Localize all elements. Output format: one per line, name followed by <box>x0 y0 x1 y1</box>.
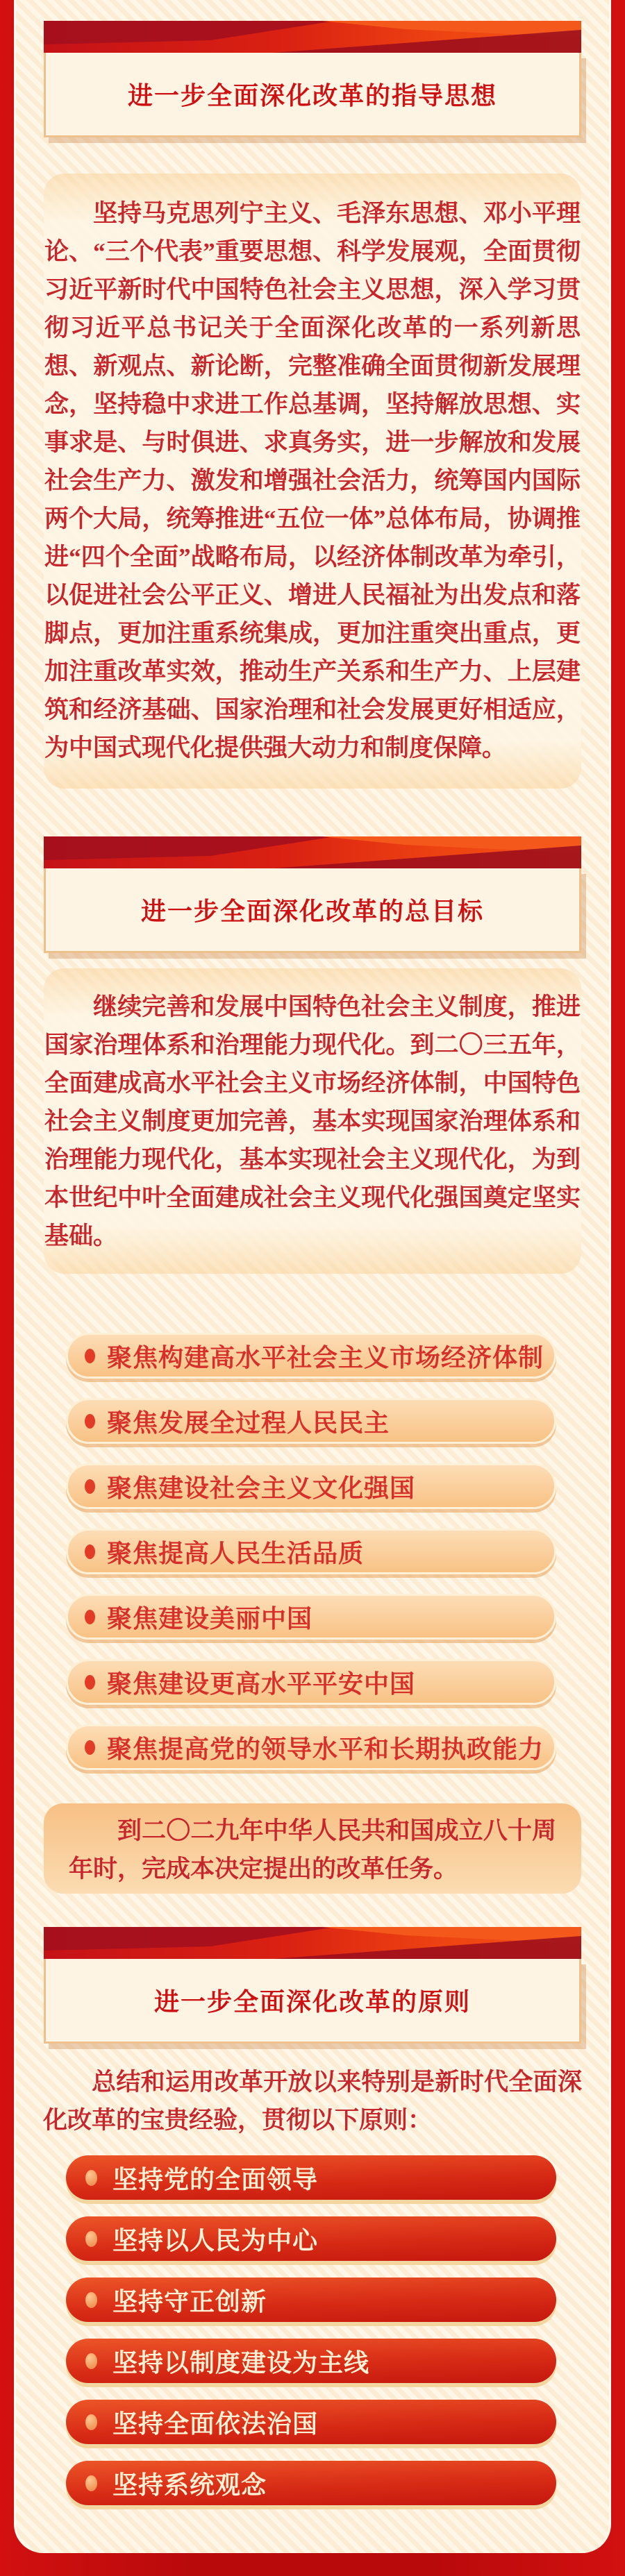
focus-item-label: 聚焦发展全过程人民民主 <box>107 1408 390 1437</box>
bullet-dot-icon <box>85 2170 97 2186</box>
focus-item-label: 聚焦建设更高水平平安中国 <box>107 1669 416 1698</box>
focus-item-pill <box>66 1333 556 1379</box>
section3-intro <box>43 2063 582 2139</box>
bullet-dot-icon <box>85 2231 97 2247</box>
principle-label: 坚持以人民为中心 <box>112 2226 319 2255</box>
section1-title-box <box>44 53 581 137</box>
bullet-dot-icon <box>85 2292 97 2308</box>
focus-item-pill <box>66 1659 556 1705</box>
bullet-dot-icon <box>85 1675 95 1690</box>
principle-pill <box>66 2278 556 2322</box>
bullet-dot-icon <box>85 1349 95 1363</box>
focus-item-pill <box>66 1529 556 1574</box>
section1-title: 进一步全面深化改革的指导思想 <box>127 82 497 110</box>
focus-item-pill <box>66 1398 556 1444</box>
section2-paragraph: 继续完善和发展中国特色社会主义制度，推进国家治理体系和治理能力现代化。到二〇三五年，全面建成高水平社会主义市场经济体制，中国特色社会主义制度更加完善，基本实现国家治理体系和治理能力现代化，基本实现社会主义现代化，为到本世纪中叶全面建成社会主义现代化强国奠定坚实基础。 <box>44 993 581 1249</box>
section3-ribbon-banner <box>44 1927 581 1959</box>
section1-paragraph-box <box>44 174 581 789</box>
principle-pill <box>66 2339 556 2383</box>
principle-pill <box>66 2216 556 2261</box>
focus-item-pill <box>66 1724 556 1770</box>
bullet-dot-icon <box>85 2475 97 2491</box>
focus-item-pill <box>66 1594 556 1640</box>
section2-ribbon-banner <box>44 836 581 868</box>
bullet-dot-icon <box>85 2414 97 2430</box>
section2-title: 进一步全面深化改革的总目标 <box>140 898 484 925</box>
principle-label: 坚持守正创新 <box>112 2287 267 2316</box>
principle-pill <box>66 2400 556 2444</box>
section2-paragraph-box <box>44 968 581 1274</box>
bullet-dot-icon <box>85 1479 95 1494</box>
bullet-dot-icon <box>85 1414 95 1429</box>
section3-title: 进一步全面深化改革的原则 <box>153 1988 471 2016</box>
focus-item-label: 聚焦构建高水平社会主义市场经济体制 <box>107 1343 544 1372</box>
principle-label: 坚持以制度建设为主线 <box>112 2348 370 2377</box>
section1-paragraph: 坚持马克思列宁主义、毛泽东思想、邓小平理论、“三个代表”重要思想、科学发展观，全面贯彻习近平新时代中国特色社会主义思想，深入学习贯彻习近平总书记关于全面深化改革的一系列新思想、新观点、新论断，完整准确全面贯彻新发展理念，坚持稳中求进工作总基调，坚持解放思想、实事求是、与时俱进、求真务实，进一步解放和发展社会生产力、激发和增强社会活力，统筹国内国际两个大局，统筹推进“五位一体”总体布局，协调推进“四个全面”战略布局，以经济体制改革为牵引，以促进社会公平正义、增进人民福祉为出发点和落脚点，更加注重系统集成，更加注重突出重点，更加注重改革实效，推动生产关系和生产力、上层建筑和经济基础、国家治理和社会发展更好相适应，为中国式现代化提供强大动力和制度保障。 <box>44 200 581 761</box>
deadline-note-text: 到二〇二九年中华人民共和国成立八十周年时，完成本决定提出的改革任务。 <box>69 1817 556 1883</box>
focus-item-label: 聚焦建设美丽中国 <box>107 1604 313 1633</box>
section1-ribbon-banner <box>44 21 581 53</box>
focus-item-label: 聚焦建设社会主义文化强国 <box>107 1474 416 1502</box>
focus-item-pill <box>66 1463 556 1509</box>
deadline-note-box <box>44 1803 581 1894</box>
principle-label: 坚持党的全面领导 <box>112 2165 319 2194</box>
principle-pill <box>66 2155 556 2200</box>
section3-title-box <box>44 1959 581 2044</box>
principle-label: 坚持全面依法治国 <box>112 2409 319 2438</box>
bullet-dot-icon <box>85 1740 95 1755</box>
principle-label: 坚持系统观念 <box>112 2470 267 2499</box>
bullet-dot-icon <box>85 1544 95 1559</box>
bullet-dot-icon <box>85 1610 95 1624</box>
principle-pill <box>66 2461 556 2505</box>
bullet-dot-icon <box>85 2353 97 2369</box>
focus-item-label: 聚焦提高党的领导水平和长期执政能力 <box>107 1735 544 1763</box>
section2-title-box <box>44 868 581 953</box>
section3-intro-text: 总结和运用改革开放以来特别是新时代全面深化改革的宝贵经验，贯彻以下原则： <box>43 2069 582 2134</box>
focus-item-label: 聚焦提高人民生活品质 <box>107 1539 365 1567</box>
